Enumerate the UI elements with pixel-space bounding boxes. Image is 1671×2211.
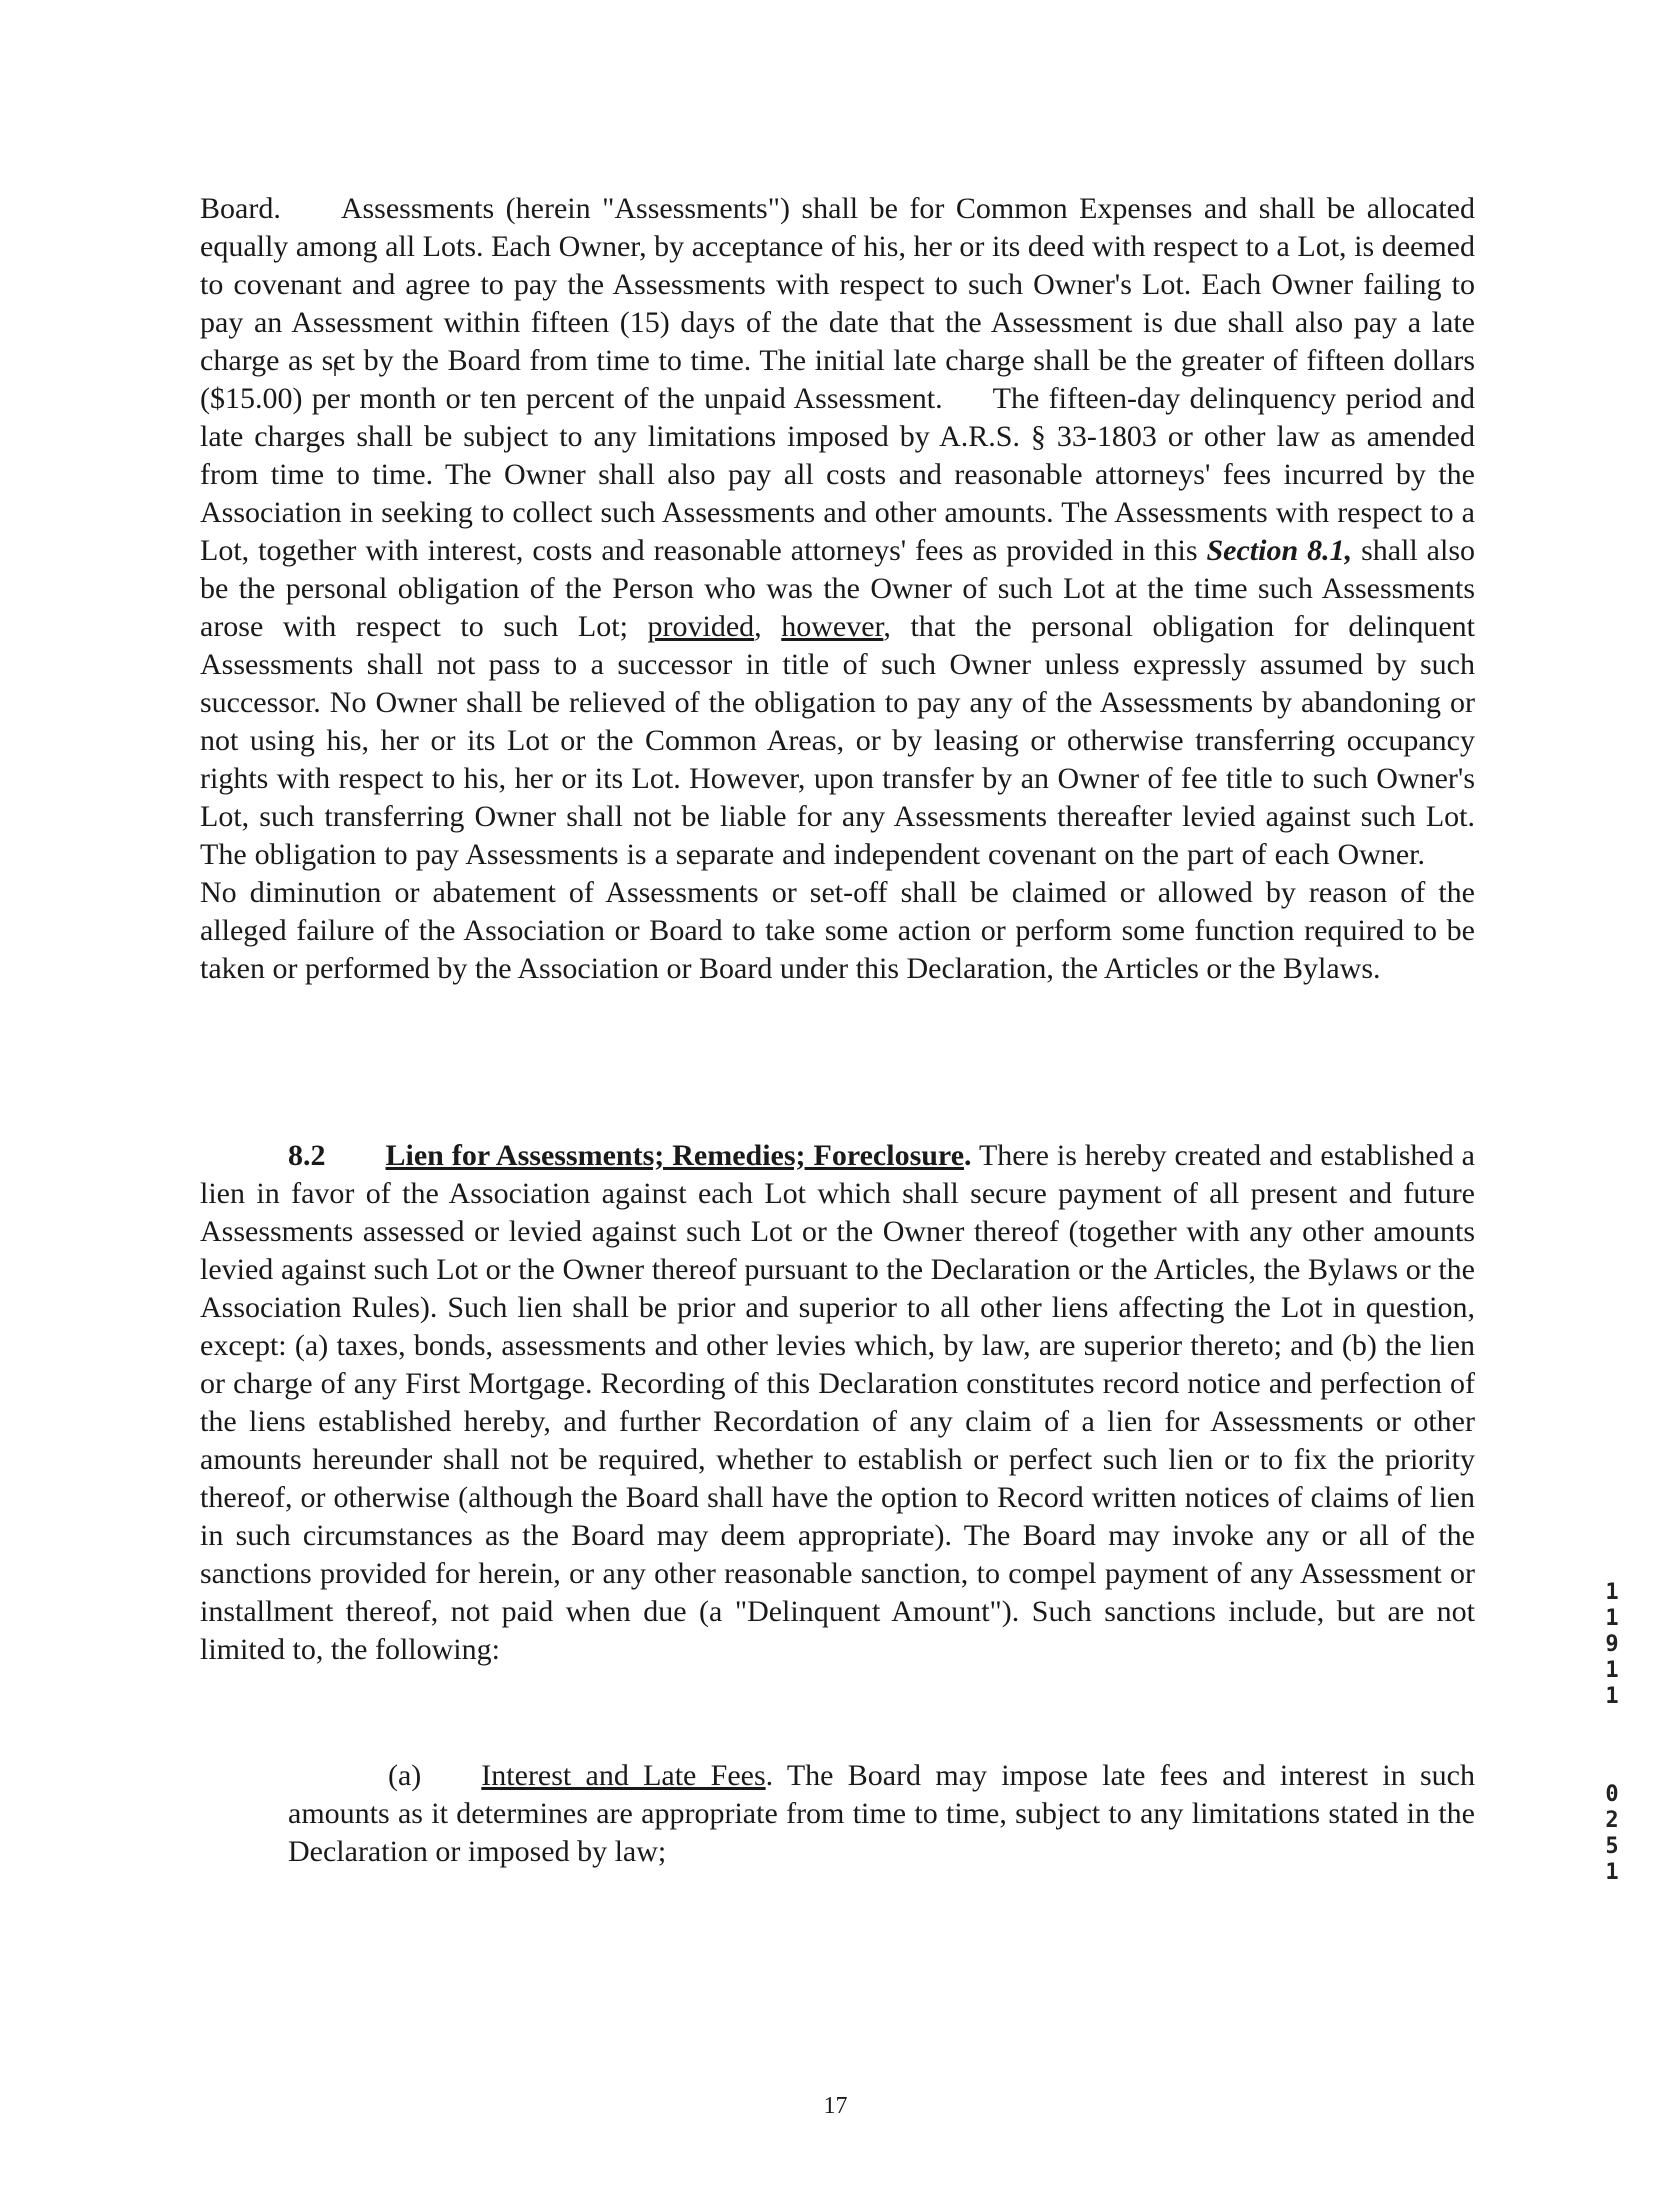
text-run: ,	[754, 610, 762, 643]
section-8-2	[200, 1137, 1475, 1669]
stamp-digit: 1	[1605, 1684, 1619, 1709]
section-title-period: .	[964, 1139, 972, 1172]
text-run: Assessments (herein "Assessments") shall be for Common Expenses and shall be allocated equally among all Lots. Each Owner, by acceptance of his, her or its deed with respect to a Lot, is deemed to covenant and agree to pay the Assessments with respect to such Owner's Lot. Each Owner failing to pay an Assessment within fifteen (15) days of the date that the Assessment is due shall also pay a late charge as set by the Board from time to time. The initial late charge shall be the greater of fifteen dollars ($15.00) per month or ten percent of the unpaid Assessment.	[200, 192, 1475, 415]
subsection-a	[288, 1757, 1475, 1871]
section-title: Lien for Assessments; Remedies; Foreclosure	[385, 1139, 965, 1172]
stamp-digit: 1	[1605, 1606, 1619, 1631]
stamp-digit: 1	[1605, 1580, 1619, 1605]
recording-stamp-bottom	[1600, 1782, 1624, 1886]
page-number: 17	[823, 2093, 848, 2119]
section-body: There is hereby created and established a lien in favor of the Association against each Lot which shall secure payment of all present and future Assessments assessed or levied against such Lot or the Owner thereof (together with any other amounts levied against such Lot or the Owner thereof pursuant to the Declaration or the Articles, the Bylaws or the Association Rules). Such lien shall be prior and superior to all other liens affecting the Lot in question, except: (a) taxes, bonds, assessments and other levies which, by law, are superior thereto; and (b) the lien or charge of any First Mortgage. Recording of this Declaration constitutes record notice and perfection of the liens established hereby, and further Recordation of any claim of a lien for Assessments or other amounts hereunder shall not be required, whether to establish or perfect such lien or to fix the priority thereof, or otherwise (although the Board shall have the option to Record written notices of claims of lien in such circumstances as the Board may deem appropriate). The Board may invoke any or all of the sanctions provided for herein, or any other reasonable sanction, to compel payment of any Assessment or installment thereof, not paid when due (a "Delinquent Amount"). Such sanctions include, but are not limited to, the following:	[200, 1139, 1475, 1666]
stamp-digit: 1	[1605, 1658, 1619, 1683]
stamp-digit: 9	[1605, 1632, 1619, 1657]
underlined-term-however: however	[781, 610, 884, 643]
section-reference: Section 8.1,	[1206, 534, 1353, 567]
subsection-body: The Board may impose late fees and interest in such amounts as it determines are appropriate from time to time, subject to any limitations stated in the Declaration or imposed by law;	[288, 1759, 1475, 1868]
stamp-digit: 5	[1605, 1834, 1619, 1859]
text-run: shall also be the personal obligation of the Person who was the Owner of such Lot at the time such Assessments arose with respect to such Lot;	[200, 534, 1475, 643]
paragraph-assessments	[200, 190, 1475, 988]
text-run: The fifteen-day delinquency period and late charges shall be subject to any limitations imposed by A.R.S. § 33-1803 or other law as amended from time to time. The Owner shall also pay all costs and reasonable attorneys' fees incurred by the Association in seeking to collect such Assessments and other amounts. The Assessments with respect to a Lot, together with interest, costs and reasonable attorneys' fees as provided in this	[200, 382, 1475, 567]
underlined-term-provided: provided	[647, 610, 755, 643]
stamp-digit: 1	[1605, 1860, 1619, 1885]
recording-stamp-top	[1600, 1580, 1624, 1710]
subsection-title-period: .	[765, 1759, 774, 1792]
text-run: Board.	[200, 192, 281, 225]
section-number: 8.2	[288, 1139, 326, 1172]
subsection-title: Interest and Late Fees	[481, 1759, 766, 1792]
text-run: , that the personal obligation for delinquent Assessments shall not pass to a successor in title of such Owner unless expressly assumed by such successor. No Owner shall be relieved of the obligation to pay any of the Assessments by abandoning or not using his, her or its Lot or the Common Areas, or by leasing or otherwise transferring occupancy rights with respect to his, her or its Lot. However, upon transfer by an Owner of fee title to such Owner's Lot, such transferring Owner shall not be liable for any Assessments thereafter levied against such Lot. The obligation to pay Assessments is a separate and independent covenant on the part of each Owner.	[200, 610, 1476, 871]
text-run: No diminution or abatement of Assessments or set-off shall be claimed or allowed by reason of the alleged failure of the Association or Board to take some action or perform some function required to be taken or performed by the Association or Board under this Declaration, the Articles or the Bylaws.	[200, 876, 1475, 985]
stamp-digit: 2	[1605, 1808, 1619, 1833]
stamp-digit: 0	[1605, 1782, 1619, 1807]
subsection-label: (a)	[388, 1759, 422, 1792]
